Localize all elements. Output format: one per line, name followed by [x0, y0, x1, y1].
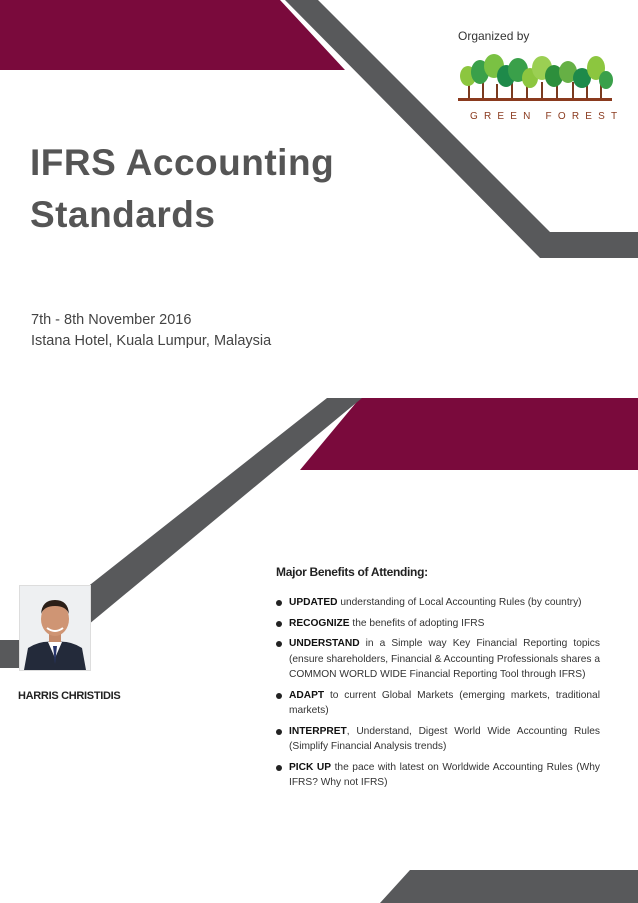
- benefits-list: [276, 595, 600, 791]
- speaker-name: HARRIS CHRISTIDIS: [18, 690, 121, 702]
- benefits-section: [276, 565, 600, 796]
- logo-wordmark: GREEN FOREST: [470, 111, 624, 122]
- benefit-keyword: INTERPRET: [289, 725, 347, 737]
- benefit-item: [276, 636, 600, 683]
- speaker-photo: [19, 585, 91, 671]
- benefit-item: [276, 688, 600, 719]
- title-line-1: IFRS Accounting: [30, 142, 335, 183]
- benefit-keyword: RECOGNIZE: [289, 617, 350, 629]
- organized-by-label: Organized by: [458, 29, 530, 43]
- benefits-heading: Major Benefits of Attending:: [276, 565, 428, 579]
- benefit-keyword: UPDATED: [289, 597, 338, 608]
- speaker-portrait: [20, 586, 90, 670]
- benefit-keyword: ADAPT: [289, 689, 325, 701]
- benefit-text: the benefits of adopting IFRS: [349, 617, 485, 629]
- title-line-2: Standards: [30, 194, 216, 235]
- benefit-keyword: PICK UP: [289, 761, 332, 773]
- event-venue: Istana Hotel, Kuala Lumpur, Malaysia: [31, 333, 272, 349]
- top-maroon-band: [0, 0, 345, 70]
- benefit-text: in a Simple way Key Financial Reporting topics (ensure shareholders, Financial & Accounting Professionals shares a COMMON WORLD WIDE Financial Reporting Tool through IFRS): [289, 638, 600, 680]
- bottom-gray-band: [380, 870, 638, 903]
- event-title: [30, 137, 334, 241]
- benefit-item: [276, 724, 600, 755]
- green-forest-logo: [456, 54, 616, 106]
- event-info: [31, 310, 271, 352]
- benefit-text: the pace with latest on Worldwide Accounting Rules (Why IFRS? Why not IFRS): [289, 761, 600, 788]
- benefit-item: [276, 760, 600, 791]
- benefit-item: [276, 616, 600, 632]
- benefit-item: [276, 595, 600, 611]
- event-dates: 7th - 8th November 2016: [31, 312, 192, 328]
- benefit-text: , Understand, Digest World Wide Accounting Rules (Simplify Financial Analysis trends): [289, 725, 600, 752]
- benefit-keyword: UNDERSTAND: [289, 638, 360, 649]
- middle-maroon-band: [300, 398, 638, 470]
- benefit-text: understanding of Local Accounting Rules (by country): [337, 597, 582, 608]
- benefit-text: to current Global Markets (emerging markets, traditional markets): [289, 689, 600, 716]
